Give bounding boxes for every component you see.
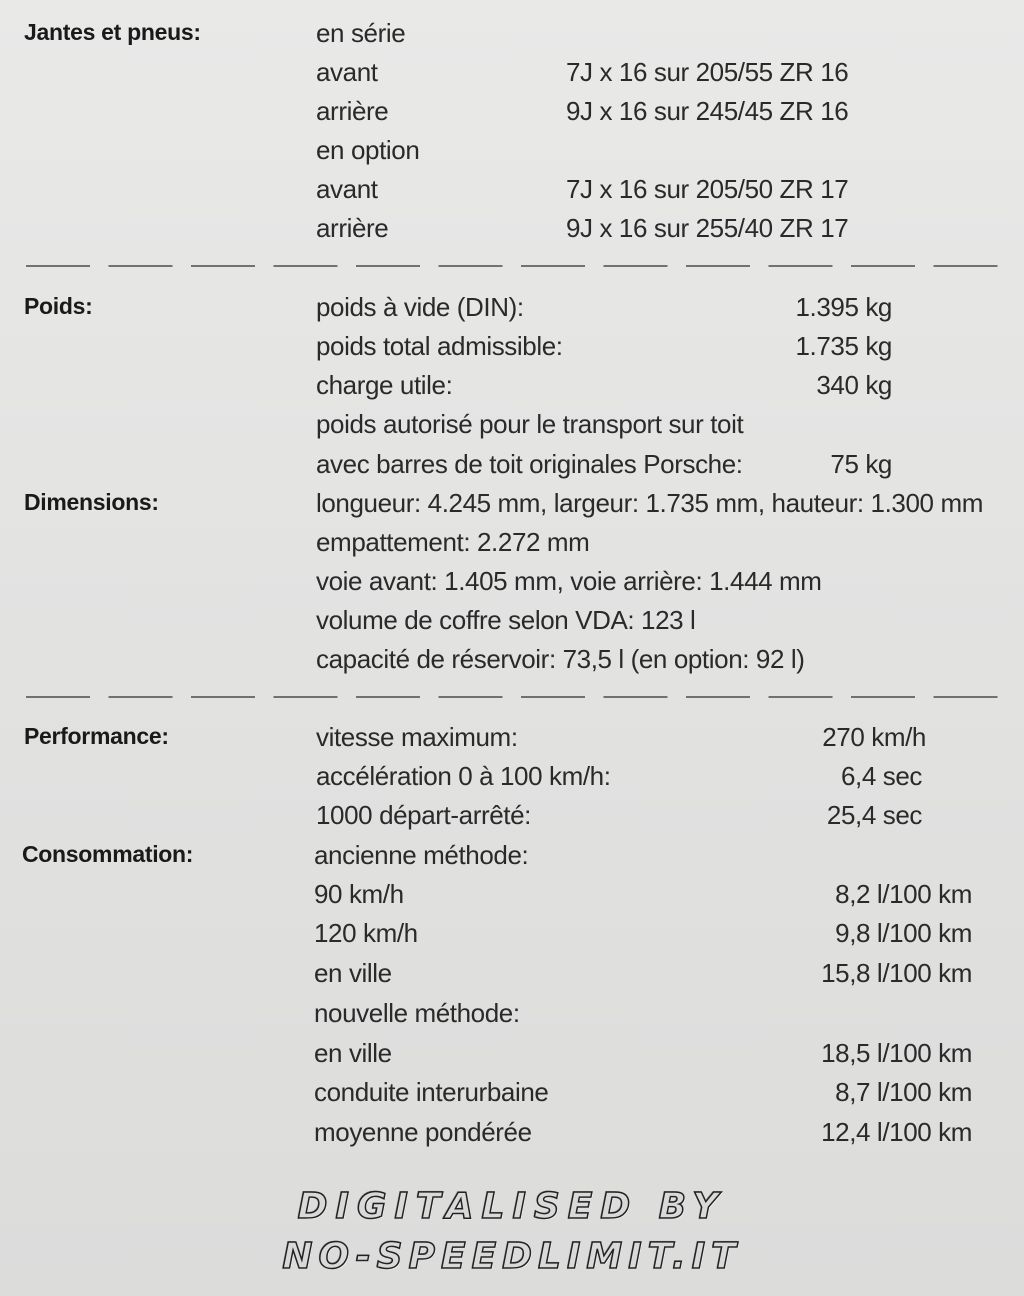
consommation-a120: 120 km/h (314, 918, 418, 948)
section-divider (26, 696, 1000, 698)
performance-accel-value: 6,4 sec (840, 761, 922, 791)
section-label-performance: Performance: (24, 723, 169, 749)
performance-depart-value: 25,4 sec (826, 800, 922, 830)
poids-charge-value: 340 kg (816, 370, 892, 400)
jantes-option-avant-value: 7J x 16 sur 205/50 ZR 17 (566, 174, 849, 204)
poids-charge: charge utile: (316, 370, 453, 400)
poids-total-value: 1.735 kg (795, 331, 892, 361)
dimensions-line-5: capacité de réservoir: 73,5 l (en option: 92 l) (316, 644, 805, 674)
section-divider (26, 265, 1000, 267)
watermark-line-1: DIGITALISED BY (297, 1186, 727, 1227)
performance-vmax: vitesse maximum: (316, 722, 518, 752)
jantes-serie-avant-value: 7J x 16 sur 205/55 ZR 16 (566, 57, 849, 87)
dimensions-line-1: longueur: 4.245 mm, largeur: 1.735 mm, hauteur: 1.300 mm (316, 488, 983, 518)
consommation-aville: en ville (314, 958, 392, 988)
poids-total: poids total admissible: (316, 331, 563, 361)
performance-accel: accélération 0 à 100 km/h: (316, 761, 611, 791)
jantes-serie-arriere: arrière (316, 96, 389, 126)
consommation-ninter: conduite interurbaine (314, 1077, 549, 1107)
poids-vide: poids à vide (DIN): (316, 292, 524, 322)
watermark-line-2: NO-SPEEDLIMIT.IT (282, 1236, 742, 1277)
consommation-ninter-value: 8,7 l/100 km (835, 1077, 972, 1107)
jantes-option-arriere: arrière (316, 213, 389, 243)
dimensions-line-2: empattement: 2.272 mm (316, 527, 590, 557)
performance-depart: 1000 départ-arrêté: (316, 800, 531, 830)
jantes-option-arriere-value: 9J x 16 sur 255/40 ZR 17 (566, 213, 849, 243)
consommation-nmoy-value: 12,4 l/100 km (821, 1117, 972, 1147)
section-label-dimensions: Dimensions: (24, 489, 159, 515)
jantes-option: en option (316, 135, 420, 165)
consommation-nouvelle: nouvelle méthode: (314, 998, 520, 1028)
poids-vide-value: 1.395 kg (795, 292, 892, 322)
jantes-option-avant: avant (316, 174, 378, 204)
performance-vmax-value: 270 km/h (822, 722, 926, 752)
dimensions-line-4: volume de coffre selon VDA: 123 l (316, 605, 696, 635)
jantes-serie-arriere-value: 9J x 16 sur 245/45 ZR 16 (566, 96, 849, 126)
section-label-consommation: Consommation: (22, 841, 194, 867)
consommation-nmoy: moyenne pondérée (314, 1117, 532, 1147)
jantes-serie: en série (316, 18, 406, 48)
consommation-aville-value: 15,8 l/100 km (821, 958, 972, 988)
consommation-nville: en ville (314, 1038, 392, 1068)
poids-toit-value: 75 kg (830, 449, 892, 479)
consommation-ancienne: ancienne méthode: (314, 840, 529, 870)
consommation-a90: 90 km/h (314, 879, 404, 909)
section-label-jantes: Jantes et pneus: (24, 19, 201, 45)
consommation-nville-value: 18,5 l/100 km (821, 1038, 972, 1068)
consommation-a90-value: 8,2 l/100 km (835, 879, 972, 909)
poids-toit-line2: avec barres de toit originales Porsche: (316, 449, 743, 479)
poids-toit-line1: poids autorisé pour le transport sur toit (316, 409, 744, 439)
dimensions-line-3: voie avant: 1.405 mm, voie arrière: 1.444 mm (316, 566, 822, 596)
consommation-a120-value: 9,8 l/100 km (835, 918, 972, 948)
jantes-serie-avant: avant (316, 57, 378, 87)
section-label-poids: Poids: (24, 293, 93, 319)
